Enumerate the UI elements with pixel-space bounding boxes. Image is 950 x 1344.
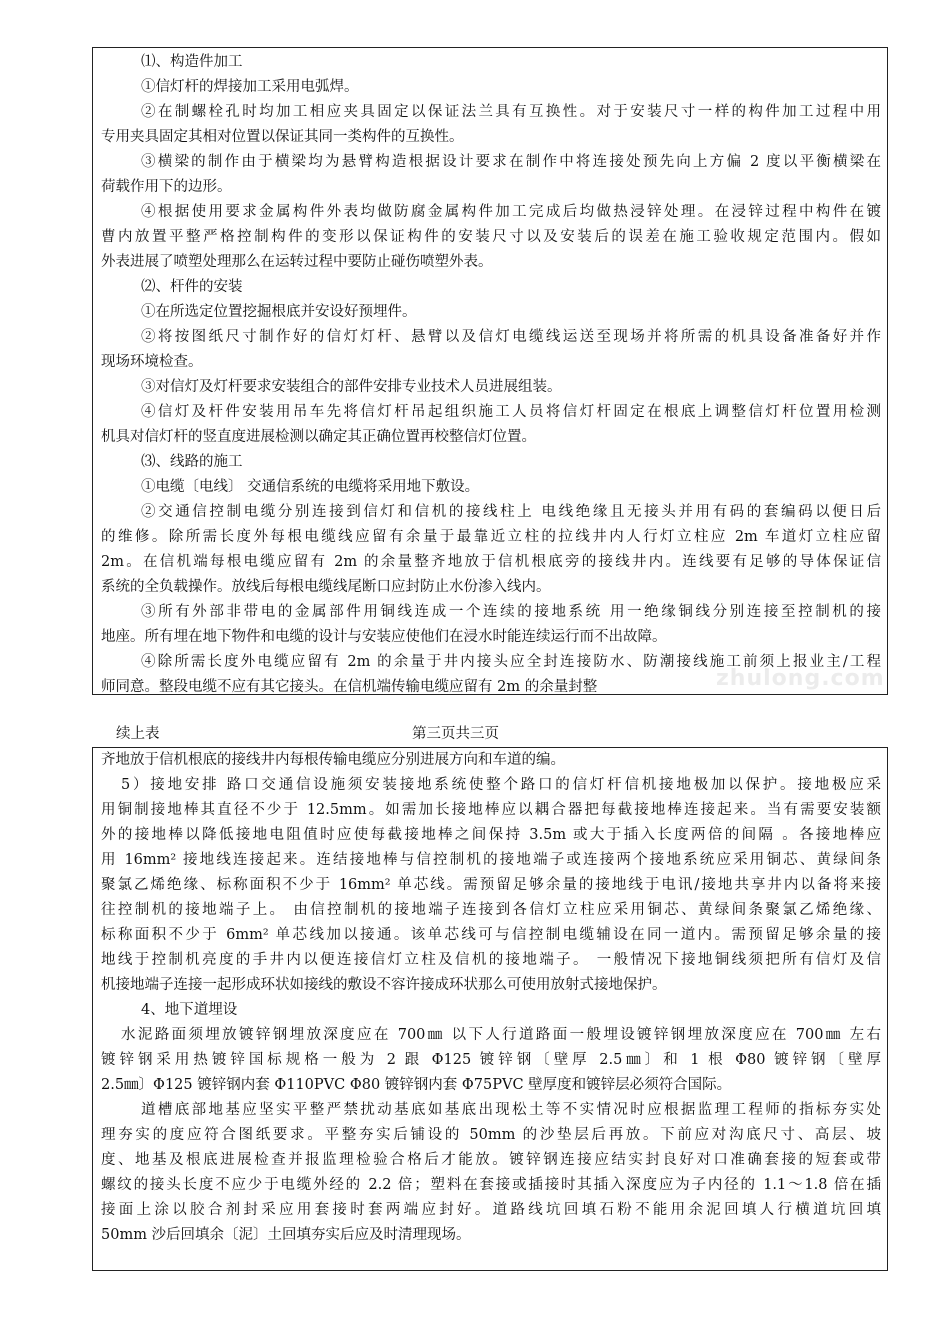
- text-line: ②将按图纸尺寸制作好的信灯灯杆、悬臂以及信灯电缆线运送至现场并将所需的机具设备准备好并作: [141, 329, 881, 345]
- text-line: 度、地基及根底进展检查并报监理检验合格后才能放。镀锌钢连接应结实封良好对口准确套接的短套或带: [101, 1152, 881, 1168]
- text-line: 4、地下道埋设: [141, 1002, 238, 1018]
- continued-label: 续上表: [116, 726, 160, 742]
- text-line: ②在制螺栓孔时均加工相应夹具固定以保证法兰具有互换性。对于安装尺寸一样的构件加工过程中用: [141, 104, 881, 120]
- text-line: 专用夹具固定其相对位置以保证其同一类构件的互换性。: [101, 129, 464, 145]
- text-line: 齐地放于信机根底的接线井内每根传输电缆应分别进展方向和车道的编。: [101, 752, 565, 768]
- text-line: ⑶、线路的施工: [141, 454, 243, 470]
- text-line: 50mm 沙后回填余〔泥〕土回填夯实后应及时清理现场。: [101, 1227, 471, 1243]
- text-line: 机接地端子连接一起形成环状如接线的敷设不容许接成环状那么可使用放射式接地保护。: [101, 977, 667, 993]
- text-line: 现场环境检查。: [101, 354, 203, 370]
- text-line: 5）接地安排 路口交通信设施须安装接地系统使整个路口的信灯杆信机接地极加以保护。接地极应采: [121, 777, 881, 793]
- text-line: 螺纹的接头长度不应少于电缆外经的 2.2 倍；塑料在套接或插接时其插入深度应为子内径的 1.1～1.8 倍在插: [101, 1177, 881, 1193]
- text-line: 外的接地棒以降低接地电阻值时应使每截接地棒之间保持 3.5m 或大于插入长度两倍的间隔 。各接地棒应: [101, 827, 881, 843]
- text-line: 接面上涂以胶合剂封采应用套接时套两端应封好。道路线坑回填石粉不能用余泥回填人行横道坑回填: [101, 1202, 881, 1218]
- text-line: ③所有外部非带电的金属部件用铜线连成一个连续的接地系统 用一绝缘铜线分别连接至控制机的接: [141, 604, 881, 620]
- text-line: 地座。所有埋在地下物件和电缆的设计与安装应使他们在浸水时能连续运行而不出故障。: [101, 629, 667, 645]
- text-line: ⑵、杆件的安装: [141, 279, 243, 295]
- text-line: ①在所选定位置挖掘根底并安设好预埋件。: [141, 304, 417, 320]
- text-line: 2.5㎜〕Φ125 镀锌钢内套 Φ110PVC Φ80 镀锌钢内套 Φ75PVC 壁厚度和镀锌层必须符合国际。: [101, 1077, 732, 1093]
- text-line: 聚氯乙烯绝缘、标称面积不少于 16mm² 单芯线。需预留足够余量的接地线于电讯/接地共享井内以备将来接: [101, 877, 881, 893]
- text-line: 2m。在信机端每根电缆应留有 2m 的余量整齐地放于信机根底旁的接线井内。连线要有足够的导体保证信: [101, 554, 881, 570]
- text-line: ③横梁的制作由于横梁均为悬臂构造根据设计要求在制作中将连接处预先向上方偏 2 度以平衡横梁在: [141, 154, 881, 170]
- watermark: zhulong.com: [716, 666, 885, 691]
- text-line: 外表进展了喷塑处理那么在运转过程中要防止碰伤喷塑外表。: [101, 254, 493, 270]
- text-line: 荷载作用下的边形。: [101, 179, 232, 195]
- text-line: 用铜制接地棒其直径不少于 12.5mm。如需加长接地棒应以耦合器把每截接地棒连接起来。当有需要安装额: [101, 802, 881, 818]
- text-line: 水泥路面须埋放镀锌钢埋放深度应在 700㎜ 以下人行道路面一般埋设镀锌钢埋放深度应在 700㎜ 左右: [121, 1027, 881, 1043]
- page1-text-box: [92, 47, 888, 695]
- page-number-label: 第三页共三页: [412, 726, 499, 742]
- text-line: 往控制机的接地端子上。 由信控制机的接地端子连接到各信灯立柱应采用铜芯、黄绿间条聚氯乙烯绝缘、: [101, 902, 881, 918]
- text-line: ①信灯杆的焊接加工采用电弧焊。: [141, 79, 359, 95]
- page2-text-box: [92, 747, 888, 1271]
- text-line: 机具对信灯杆的竖直度进展检测以确定其正确位置再校整信灯位置。: [101, 429, 536, 445]
- text-line: 理夯实的度应符合图纸要求。平整夯实后铺设的 50mm 的沙垫层后再放。下前应对沟底尺寸、高层、坡: [101, 1127, 881, 1143]
- text-line: ⑴、构造件加工: [141, 54, 243, 70]
- text-line: 镀锌钢采用热镀锌国标规格一般为 2 跟 Φ125 镀锌钢〔壁厚 2.5㎜〕和 1 根 Φ80 镀锌钢〔壁厚: [101, 1052, 881, 1068]
- text-line: ④根据使用要求金属构件外表均做防腐金属构件加工完成后均做热浸锌处理。在浸锌过程中构件在镀: [141, 204, 881, 220]
- text-line: 标称面积不少于 6mm² 单芯线加以接通。该单芯线可与信控制电缆辅设在同一道内。需预留足够余量的接: [101, 927, 881, 943]
- text-line: ④信灯及杆件安装用吊车先将信灯杆吊起组织施工人员将信灯杆固定在根底上调整信灯杆位置用检测: [141, 404, 881, 420]
- text-line: 用 16mm² 接地线连接起来。连结接地棒与信控制机的接地端子或连接两个接地系统应采用铜芯、黄绿间条: [101, 852, 881, 868]
- text-line: ③对信灯及灯杆要求安装组合的部件安排专业技术人员进展组装。: [141, 379, 562, 395]
- text-line: 曹内放置平整严格控制构件的变形以保证构件的安装尺寸以及安装后的误差在施工验收规定范围内。假如: [101, 229, 881, 245]
- text-line: 系统的全负载操作。放线后每根电缆线尾断口应封防止水份渗入线内。: [101, 579, 551, 595]
- text-line: 的维修。除所需长度外每根电缆线应留有余量于最靠近立柱的拉线井内人行灯立柱应 2m 车道灯立柱应留: [101, 529, 881, 545]
- text-line: 地线于控制机亮度的手井内以便连接信灯立柱及信机的接地端子。 一般情况下接地铜线须把所有信灯及信: [101, 952, 881, 968]
- text-line: 师同意。整段电缆不应有其它接头。在信机端传输电缆应留有 2m 的余量封整: [101, 679, 598, 695]
- text-line: ④除所需长度外电缆应留有 2m 的余量于井内接头应全封连接防水、防潮接线施工前须上报业主/工程: [141, 654, 881, 670]
- text-line: 道槽底部地基应坚实平整严禁扰动基底如基底出现松土等不实情况时应根据监理工程师的指标夯实处: [141, 1102, 881, 1118]
- text-line: ①电缆〔电线〕 交通信系统的电缆将采用地下敷设。: [141, 479, 480, 495]
- text-line: ②交通信控制电缆分别连接到信灯和信机的接线柱上 电线绝缘且无接头并用有码的套编码以便日后: [141, 504, 881, 520]
